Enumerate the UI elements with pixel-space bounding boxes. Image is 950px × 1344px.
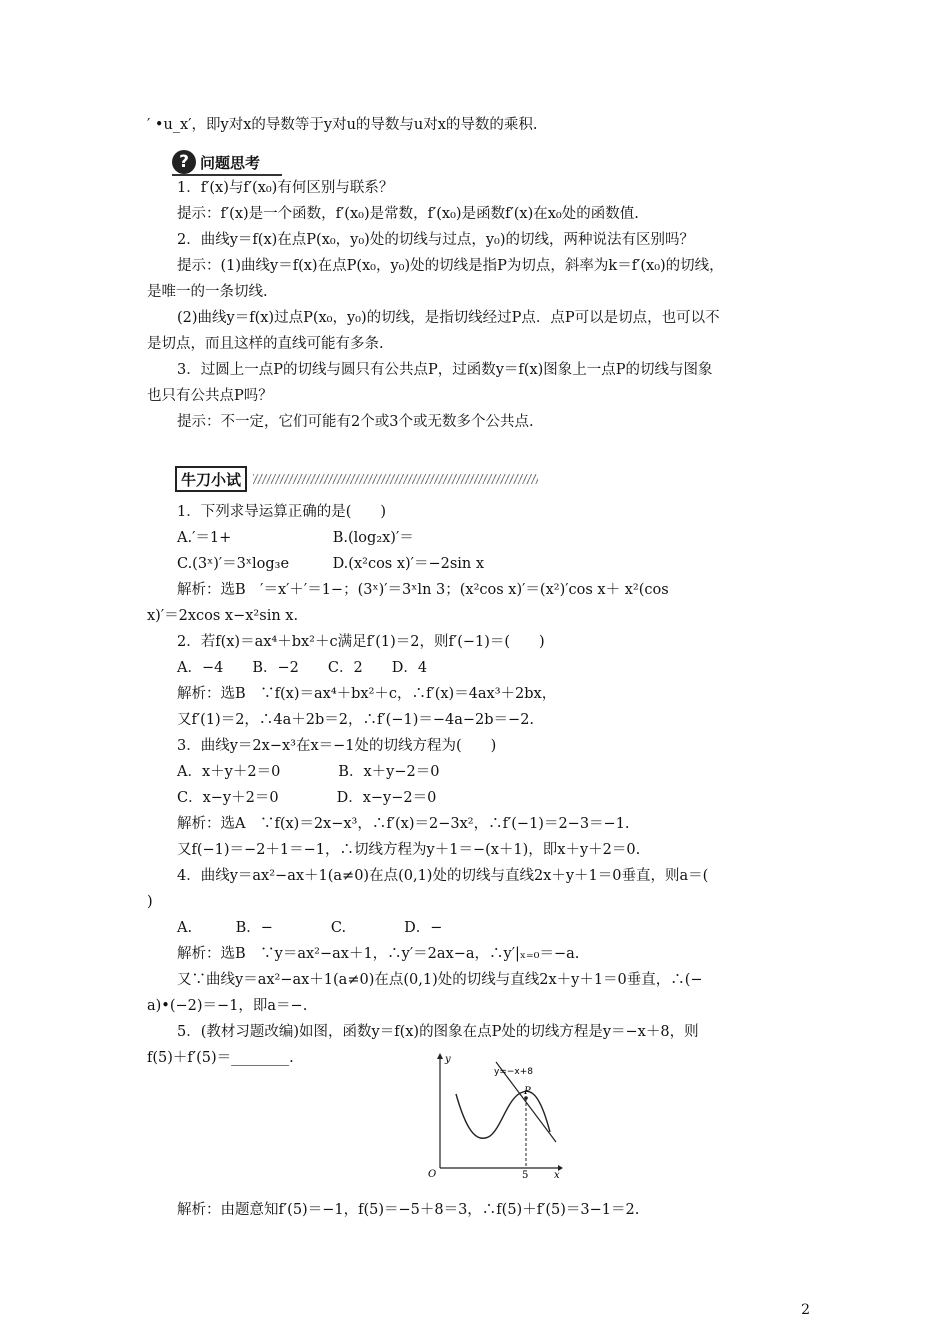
- page-number: 2: [801, 1302, 810, 1318]
- text-line: ′ •u_x′，即y对x的导数等于y对u的导数与u对x的导数的乘积.: [147, 117, 538, 133]
- question-mark-icon: ?: [172, 150, 196, 174]
- section-header-niudao-xiaoshi: [175, 466, 538, 492]
- function-tangent-figure: [418, 1050, 563, 1178]
- text-line: 解析：选B ∵f(x)＝ax⁴＋bx²＋c，∴f′(x)＝4ax³＋2bx，: [177, 686, 557, 702]
- y-axis-arrow: [437, 1053, 443, 1059]
- text-line: 又∵曲线y＝ax²−ax＋1(a≠0)在点(0,1)处的切线与直线2x＋y＋1＝0垂直，∴(−: [177, 972, 703, 988]
- text-line: 解析：选B ′＝x′＋′＝1−；(3ˣ)′＝3ˣln 3；(x²cos x)′＝(x²)′cos x＋ x²(cos: [177, 582, 669, 598]
- text-line: (2)曲线y＝f(x)过点P(x₀，y₀)的切线，是指切线经过P点．点P可以是切点，也可以不: [177, 310, 720, 326]
- text-line: 解析：由题意知f′(5)＝−1，f(5)＝−5＋8＝3，∴f(5)＋f′(5)＝3−1＝2.: [177, 1202, 640, 1218]
- text-line: a)•(−2)＝−1，即a＝−.: [147, 998, 308, 1014]
- text-line: C．x−y＋2＝0 D．x−y−2＝0: [177, 790, 437, 806]
- point-p-label: P: [524, 1086, 531, 1097]
- section-header-wenti-sikao: [172, 150, 260, 174]
- x-label: x: [554, 1170, 560, 1178]
- text-line: x)′＝2xcos x−x²sin x.: [147, 608, 299, 624]
- text-line: C.(3ˣ)′＝3ˣlog₃e D.(x²cos x)′＝−2sin x: [177, 556, 485, 572]
- text-line: 又f′(1)＝2，∴4a＋2b＝2，∴f′(−1)＝−4a−2b＝−2.: [177, 712, 535, 728]
- text-line: 提示：f′(x)是一个函数，f′(x₀)是常数，f′(x₀)是函数f′(x)在x₀处的函数值.: [177, 206, 639, 222]
- text-line: 4．曲线y＝ax²−ax＋1(a≠0)在点(0,1)处的切线与直线2x＋y＋1＝0垂直，则a＝(: [177, 868, 709, 884]
- hatch-divider: [253, 474, 538, 484]
- section-title-box: 牛刀小试: [175, 466, 247, 492]
- text-line: A.′＝1+ B.(log₂x)′＝: [177, 530, 414, 546]
- text-line: 也只有公共点P吗？: [147, 388, 273, 404]
- text-line: 1．f′(x)与f′(x₀)有何区别与联系？: [177, 180, 394, 196]
- text-line: A. B．− C. D．−: [177, 920, 443, 936]
- text-line: A．−4 B．−2 C．2 D．4: [177, 660, 428, 676]
- text-line: 2．曲线y＝f(x)在点P(x₀，y₀)处的切线与过点，y₀)的切线，两种说法有区别吗？: [177, 232, 694, 248]
- origin-label: O: [428, 1169, 437, 1178]
- text-line: ): [147, 894, 153, 910]
- text-line: 5．(教材习题改编)如图，函数y＝f(x)的图象在点P处的切线方程是y＝−x＋8，则: [177, 1024, 699, 1040]
- text-line: f(5)＋f′(5)＝________.: [147, 1050, 294, 1066]
- text-line: 解析：选A ∵f(x)＝2x−x³，∴f′(x)＝2−3x²，∴f′(−1)＝2−3＝−1.: [177, 816, 630, 832]
- text-line: 3．曲线y＝2x−x³在x＝−1处的切线方程为( ): [177, 738, 497, 754]
- text-line: 3．过圆上一点P的切线与圆只有公共点P，过函数y＝f(x)图象上一点P的切线与图象: [177, 362, 713, 378]
- y-label: y: [445, 1054, 451, 1065]
- text-line: 又f(−1)＝−2＋1＝−1，∴切线方程为y＋1＝−(x＋1)，即x＋y＋2＝0.: [177, 842, 641, 858]
- text-line: 是唯一的一条切线.: [147, 284, 268, 300]
- text-line: 提示：(1)曲线y＝f(x)在点P(x₀，y₀)处的切线是指P为切点，斜率为k＝f′(x₀)的切线，: [177, 258, 724, 274]
- text-line: 是切点，而且这样的直线可能有多条.: [147, 336, 384, 352]
- tick-5-label: 5: [522, 1170, 529, 1178]
- text-line: 解析：选B ∵y＝ax²−ax＋1，∴y′＝2ax−a，∴y′|ₓ₌₀＝−a.: [177, 946, 580, 962]
- text-line: 提示：不一定，它们可能有2个或3个或无数多个公共点.: [177, 414, 534, 430]
- text-line: A．x＋y＋2＝0 B．x＋y−2＝0: [177, 764, 440, 780]
- section-title: 问题思考: [200, 153, 261, 172]
- tangent-equation-label: y=−x+8: [494, 1067, 534, 1077]
- text-line: 2．若f(x)＝ax⁴＋bx²＋c满足f′(1)＝2，则f′(−1)＝( ): [177, 634, 545, 650]
- text-line: 1．下列求导运算正确的是( ): [177, 504, 387, 520]
